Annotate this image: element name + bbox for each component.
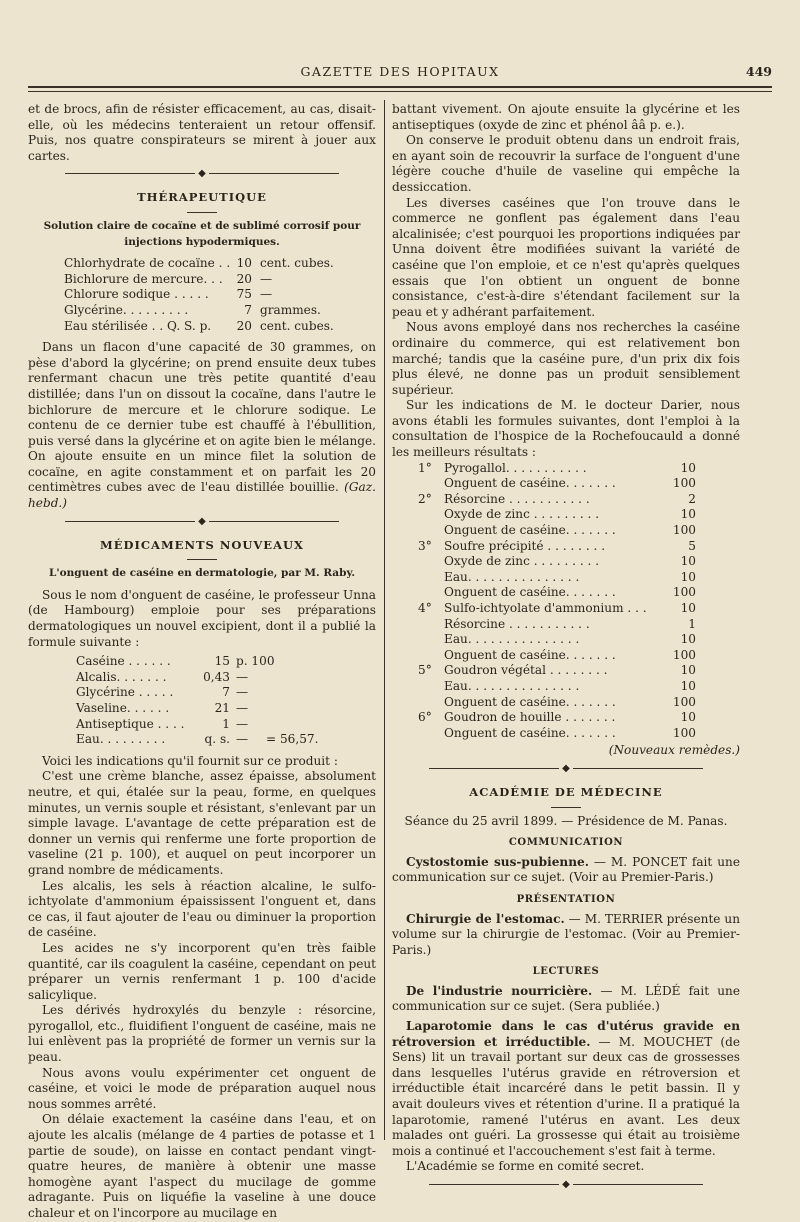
ingredient-unit: — — [236, 732, 249, 747]
ingredient-total — [262, 654, 266, 670]
header-rule-thin — [28, 91, 772, 92]
left-column — [28, 102, 376, 1222]
paragraph: Chirurgie de l'estomac. — M. TERRIER présente un volume sur la chirurgie de l'estomac. (Voir au Premier-Paris.) — [392, 911, 740, 957]
formula-number — [418, 648, 444, 664]
ingredient-name: Antiseptique . . . . — [76, 716, 185, 731]
ingredient-qty: 10 — [680, 601, 696, 615]
paragraph: De l'industrie nourricière. — M. LÉDÉ fait une communication sur ce sujet. (Sera publiée.) — [392, 983, 740, 1014]
formula-group — [418, 663, 740, 710]
formula-row — [76, 685, 376, 701]
formula-number — [418, 554, 444, 570]
item-lead: Laparotomie dans le cas d'utérus gravide en rétroversion et irréductible. — [392, 1019, 740, 1049]
ingredient-qty: 100 — [672, 585, 696, 600]
ingredient-name: Alcalis. . . . . . . — [76, 669, 167, 684]
ingredient-total — [262, 685, 266, 701]
ingredient-qty: 10 — [680, 460, 696, 475]
formula-row — [418, 461, 740, 477]
formula-row — [418, 663, 740, 679]
section-title-therapeutique: THÉRAPEUTIQUE — [137, 190, 267, 205]
formula-table — [64, 256, 376, 334]
formula-row — [64, 256, 376, 272]
paragraph: Laparotomie dans le cas d'utérus gravide en rétroversion et irréductible. — M. MOUCHET (de Sens) lit un travail portant sur deux cas de grossesses dans lesquelles l'utérus gravide en rétroversion et irréductible était incarcéré dans le petit bassin. Il y avait douleurs vives et rétention d'urine. Il a pratiqué la laparotomie, ramené l'utérus en avant. Les deux malades ont guéri. La grossesse qui était au troisième mois a continué et l'accouchement s'est fait à terme. — [392, 1019, 740, 1158]
formula-row — [418, 726, 740, 742]
formula-number — [418, 679, 444, 695]
ingredient-qty: 21 — [214, 701, 230, 715]
paragraph: Les alcalis, les sels à réaction alcaline, le sulfo-ichtyolate d'ammonium épaississent l'onguent et, dans ce cas, il faut ajouter de l'eau ou diminuer la proportion de caséine. — [28, 878, 376, 940]
item-lead: Cystostomie sus-pubienne. — [406, 854, 589, 869]
ingredient-qty: 10 — [680, 569, 696, 584]
right-column — [392, 102, 740, 1195]
paragraph: et de brocs, afin de résister efficacement, au cas, disait-elle, où les médecins tenteraient un retour offensif. Puis, nos quatre conspirateurs se mirent à jouer aux cartes. — [28, 102, 376, 163]
formula-number: 4° — [418, 601, 432, 615]
formula-number — [418, 585, 444, 601]
ingredient-qty: 1 — [688, 616, 696, 631]
ingredient-qty: 10 — [236, 256, 252, 271]
formula-number — [418, 523, 444, 539]
ingredient-name: Eau. . . . . . . . . — [76, 732, 166, 747]
ingredient-unit: — — [260, 271, 273, 286]
paragraph: Sur les indications de M. le docteur Darier, nous avons établi les formules suivantes, dont l'emploi à la consultation de l'hospice de la Rochefoucauld a donné les meilleurs résultats : — [392, 398, 740, 460]
paragraph: Nous avons employé dans nos recherches la caséine ordinaire du commerce, qui est relativement bon marché; tandis que la caséine pure, d'un prix dix fois plus élevé, ne donne pas un produit sensiblement supérieur. — [392, 320, 740, 397]
ingredient-unit: grammes. — [260, 302, 321, 317]
ingredient-name: Goudron végétal . . . . . . . . — [444, 663, 608, 678]
ingredient-name: Oxyde de zinc . . . . . . . . . — [444, 507, 600, 522]
ingredient-qty: 100 — [672, 725, 696, 740]
formula-row — [418, 570, 740, 586]
section-ornament: ◆ — [392, 765, 740, 773]
ingredient-qty: 0,43 — [203, 669, 230, 684]
ingredient-name: Goudron de houille . . . . . . . — [444, 710, 616, 725]
ingredient-qty: 10 — [680, 554, 696, 569]
formula-row — [418, 492, 740, 508]
ingredient-name: Résorcine . . . . . . . . . . . — [444, 491, 590, 506]
ingredient-unit: — — [236, 685, 249, 700]
item-lead: Chirurgie de l'estomac. — [406, 911, 565, 926]
formula-row — [418, 507, 740, 523]
ingredient-qty: 5 — [688, 538, 696, 553]
ingredient-name: Soufre précipité . . . . . . . . — [444, 538, 606, 553]
formula-row — [418, 539, 740, 555]
ingredient-name: Résorcine . . . . . . . . . . . — [444, 616, 590, 631]
formula-row — [64, 303, 376, 319]
ingredient-unit: — — [236, 716, 249, 731]
formula-row — [418, 695, 740, 711]
formula-row — [418, 632, 740, 648]
ingredient-qty: q. s. — [204, 732, 230, 747]
ingredient-unit: — — [236, 669, 249, 684]
ingredient-qty: 20 — [236, 318, 252, 333]
formula-number — [418, 632, 444, 648]
ingredient-unit: cent. cubes. — [260, 256, 334, 271]
paragraph: Voici les indications qu'il fournit sur ce produit : — [42, 753, 338, 768]
formula-number — [418, 476, 444, 492]
paragraph: L'Académie se forme en comité secret. — [406, 1159, 645, 1174]
section-ornament: ◆ — [28, 518, 376, 526]
ingredient-unit: cent. cubes. — [260, 318, 334, 333]
formula-row — [76, 701, 376, 717]
paragraph: C'est une crème blanche, assez épaisse, absolument neutre, et qui, étalée sur la peau, forme, en quelques minutes, un vernis souple et résistant, s'enlevant par un simple lavage. L'avantage de cette préparation est de donner un vernis qui renferme une forte proportion de vaseline (21 p. 100), et auquel on peut incorporer un grand nombre de médicaments. — [28, 769, 376, 877]
section-ornament: ◆ — [28, 170, 376, 178]
ingredient-name: Eau stérilisée . . Q. S. p. — [64, 318, 212, 333]
formula-row — [76, 717, 376, 733]
formula-number: 2° — [418, 491, 432, 506]
ingredient-name: Onguent de caséine. . . . . . . — [444, 476, 616, 491]
short-rule — [551, 807, 581, 808]
section-title-academie: ACADÉMIE DE MÉDECINE — [469, 784, 663, 799]
ingredient-qty: 10 — [680, 507, 696, 522]
formula-number — [418, 570, 444, 586]
ingredient-qty: 10 — [680, 663, 696, 678]
formula-number: 6° — [418, 710, 432, 725]
formula-row — [418, 523, 740, 539]
short-rule — [187, 212, 217, 213]
ingredient-qty: 100 — [672, 694, 696, 709]
formula-row — [418, 679, 740, 695]
ingredient-name: Onguent de caséine. . . . . . . — [444, 647, 616, 662]
page-number: 449 — [745, 64, 772, 79]
ingredient-name: Chlorure sodique . . . . . — [64, 287, 209, 302]
formula-row — [418, 554, 740, 570]
paragraph: Les dérivés hydroxylés du benzyle : résorcine, pyrogallol, etc., fluidifient l'onguent de caséine, mais ne lui enlèvent pas la propriété de former un vernis sur la peau. — [28, 1003, 376, 1065]
ingredient-qty: 100 — [672, 476, 696, 491]
section-ornament: ◆ — [392, 1181, 740, 1189]
ingredient-name: Onguent de caséine. . . . . . . — [444, 694, 616, 709]
paragraph: Les diverses caséines que l'on trouve dans le commerce ne gonflent pas également dans l'eau alcalinisée; c'est pourquoi les proportions indiquées par Unna doivent être modifiées suivant la variété de caséine que l'on emploie, et ce n'est qu'après quelques essais que l'on obtient un onguent de bonne consistance, c'est-à-dire s'étendant facilement sur la peau et y adhérant parfaitement. — [392, 195, 740, 319]
subsection-lectures: LECTURES — [532, 966, 600, 978]
subsection-communication: COMMUNICATION — [508, 837, 624, 849]
formula-row — [418, 648, 740, 664]
ingredient-qty: 10 — [680, 632, 696, 647]
page-header — [28, 64, 772, 84]
subsection-presentation: PRÉSENTATION — [516, 893, 616, 905]
ingredient-name: Eau. . . . . . . . . . . . . . . — [444, 678, 580, 693]
ingredient-name: Chlorhydrate de cocaïne . . — [64, 256, 231, 271]
column-separator — [384, 100, 385, 1140]
formula-list — [392, 461, 740, 742]
seance-line: Séance du 25 avril 1899. — Présidence de M. Panas. — [404, 813, 728, 828]
ingredient-qty: 7 — [222, 685, 230, 700]
ingredient-name: Pyrogallol. . . . . . . . . . . — [444, 460, 587, 475]
formula-row — [418, 476, 740, 492]
formula-number: 3° — [418, 538, 432, 553]
ingredient-unit: — — [260, 287, 273, 302]
formula-row — [418, 585, 740, 601]
section-title-medicaments: MÉDICAMENTS NOUVEAUX — [100, 537, 304, 552]
source-citation: (Nouveaux remèdes.) — [608, 743, 740, 758]
ingredient-total — [262, 670, 266, 686]
formula-table — [76, 654, 376, 748]
ingredient-name: Glycérine. . . . . . . . . — [64, 302, 189, 317]
formula-row — [64, 287, 376, 303]
ingredient-qty: 15 — [214, 654, 230, 669]
formula-group — [418, 492, 740, 539]
source-citation: (Gaz. hebd.) — [28, 480, 376, 511]
formula-group — [418, 601, 740, 663]
formula-number: 1° — [418, 460, 432, 475]
paragraph: Cystostomie sus-pubienne. — M. PONCET fait une communication sur ce sujet. (Voir au Premier-Paris.) — [392, 854, 740, 885]
formula-group — [418, 539, 740, 601]
ingredient-name: Eau. . . . . . . . . . . . . . . — [444, 569, 580, 584]
article-title: Solution claire de cocaïne et de sublimé corrosif pour injections hypodermiques. — [43, 219, 361, 248]
ingredient-name: Sulfo-ichtyolate d'ammonium . . . — [444, 601, 647, 615]
ingredient-name: Bichlorure de mercure. . . — [64, 271, 223, 286]
paragraph: On délaie exactement la caséine dans l'eau, et on ajoute les alcalis (mélange de 4 parties de potasse et 1 partie de soude), on laisse en contact pendant vingt-quatre heures, de manière à obtenir une masse homogène ayant l'aspect du mucilage de gomme adragante. Puis on liquéfie la vaseline à une douce chaleur et on l'incorpore au mucilage en — [28, 1112, 376, 1220]
formula-row — [418, 601, 740, 617]
formula-number — [418, 617, 444, 633]
ingredient-name: Onguent de caséine. . . . . . . — [444, 585, 616, 600]
ingredient-qty: 20 — [236, 271, 252, 286]
paragraph: On conserve le produit obtenu dans un endroit frais, en ayant soin de recouvrir la surface de l'onguent d'une légère couche d'huile de vaseline qui empêche la dessiccation. — [392, 133, 740, 194]
paragraph: Sous le nom d'onguent de caséine, le professeur Unna (de Hambourg) emploie pour ses préparations dermatologiques un nouvel excipient, dont il a publié la formule suivante : — [28, 587, 376, 649]
header-rule — [28, 86, 772, 88]
formula-number — [418, 507, 444, 523]
ingredient-qty: 75 — [236, 287, 252, 302]
formula-group — [418, 461, 740, 492]
ingredient-total — [262, 717, 266, 733]
ingredient-name: Oxyde de zinc . . . . . . . . . — [444, 554, 600, 569]
ingredient-total — [262, 701, 266, 717]
ingredient-qty: 10 — [680, 710, 696, 725]
article-title: L'onguent de caséine en dermatologie, par M. Raby. — [49, 567, 355, 580]
formula-number: 5° — [418, 663, 432, 678]
formula-row — [76, 732, 376, 748]
ingredient-name: Eau. . . . . . . . . . . . . . . — [444, 632, 580, 647]
paragraph: Les acides ne s'y incorporent qu'en très faible quantité, car ils coagulent la caséine, cependant on peut préparer un vernis renfermant 1 p. 100 d'acide salicylique. — [28, 940, 376, 1002]
ingredient-qty: 7 — [244, 302, 252, 317]
formula-group — [418, 710, 740, 741]
formula-row — [418, 617, 740, 633]
ingredient-name: Caséine . . . . . . — [76, 654, 171, 669]
paragraph: Nous avons voulu expérimenter cet onguent de caséine, et voici le mode de préparation auquel nous nous sommes arrêté. — [28, 1065, 376, 1111]
ingredient-qty: 100 — [672, 523, 696, 538]
item-lead: De l'industrie nourricière. — [406, 983, 593, 998]
formula-row — [64, 272, 376, 288]
formula-row — [76, 654, 376, 670]
paragraph: Dans un flacon d'une capacité de 30 grammes, on pèse d'abord la glycérine; on prend ensuite deux tubes renfermant chacun une très petite quantité d'eau distillée; dans l'un on dissout la cocaïne, dans l'autre le bichlorure de mercure et le chlorure sodique. Le contenu de ce dernier tube est chauffé à l'ébullition, puis versé dans la glycérine et on agite bien le mélange. On ajoute ensuite en un mince filet la solution de cocaïne, en agite constamment et on parfait les 20 centimètres cubes avec de l'eau distillée bouillie. (Gaz. hebd.) — [28, 340, 376, 511]
ingredient-unit: p. 100 — [236, 654, 275, 669]
formula-number — [418, 695, 444, 711]
ingredient-qty: 100 — [672, 647, 696, 662]
ingredient-qty: 2 — [688, 491, 696, 506]
ingredient-name: Glycérine . . . . . — [76, 685, 174, 700]
ingredient-qty: 1 — [222, 716, 230, 731]
formula-number — [418, 726, 444, 742]
ingredient-total: = 56,57. — [266, 732, 319, 747]
journal-title: GAZETTE DES HOPITAUX — [300, 64, 500, 79]
formula-row — [76, 670, 376, 686]
ingredient-unit: — — [236, 701, 249, 715]
formula-row — [418, 710, 740, 726]
ingredient-name: Vaseline. . . . . . — [76, 701, 170, 715]
ingredient-qty: 10 — [680, 678, 696, 693]
ingredient-name: Onguent de caséine. . . . . . . — [444, 725, 616, 740]
ingredient-name: Onguent de caséine. . . . . . . — [444, 523, 616, 538]
short-rule — [187, 559, 217, 560]
formula-row — [64, 319, 376, 335]
paragraph: battant vivement. On ajoute ensuite la glycérine et les antiseptiques (oxyde de zinc et phénol ââ p. e.). — [392, 102, 740, 132]
